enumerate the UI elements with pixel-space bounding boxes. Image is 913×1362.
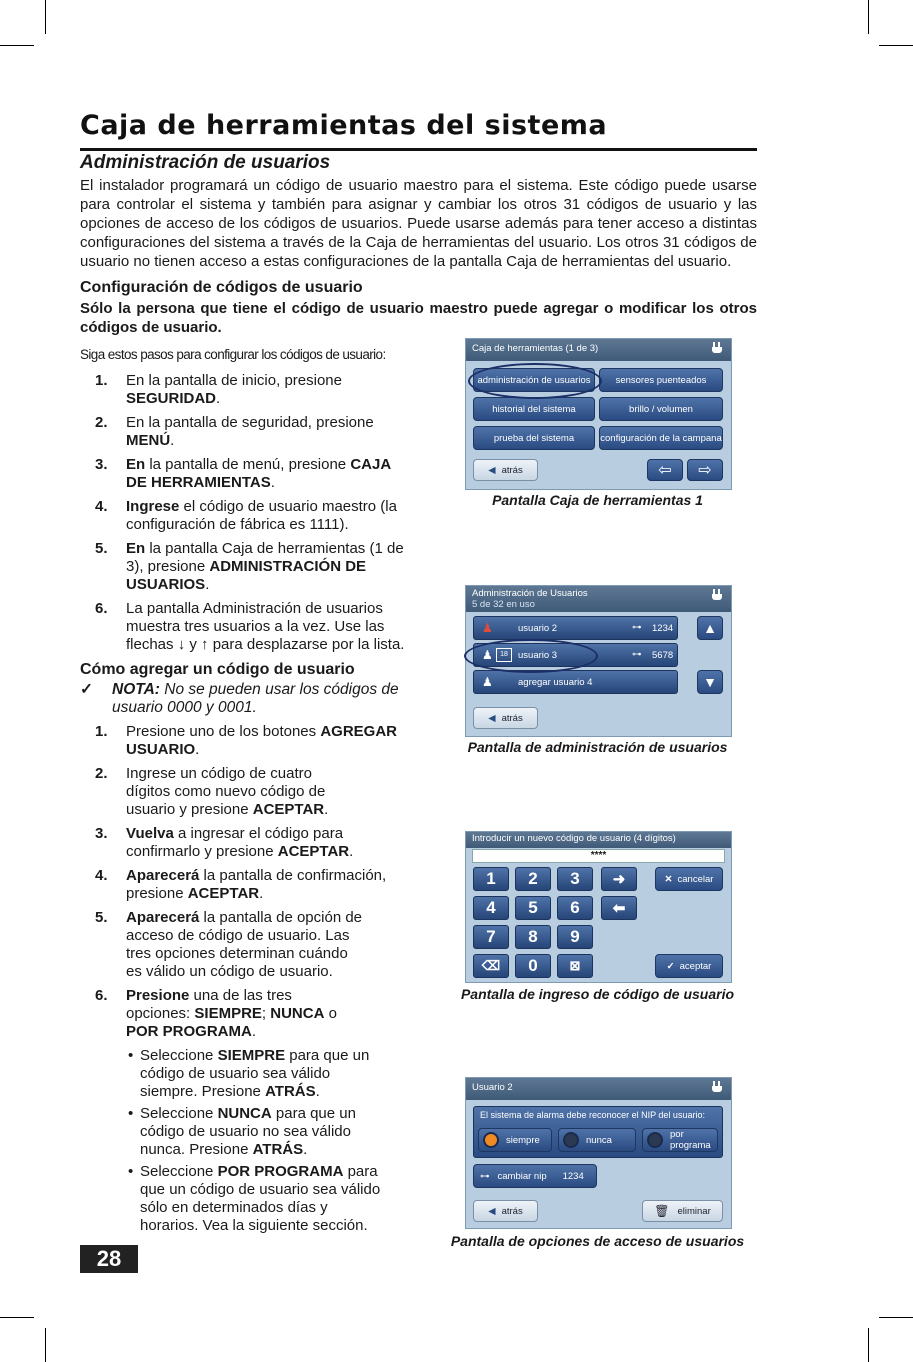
step-text: la pantalla de menú, presione xyxy=(145,456,351,473)
step-lead: En xyxy=(126,456,146,473)
step-text: la pantalla de opción de acceso de código de usuario. Las tres opciones determinan cuándo es válido un código de usuario. xyxy=(126,909,363,980)
key-6[interactable]: 6 xyxy=(557,896,593,920)
clear-key[interactable] xyxy=(557,954,593,978)
step-bold: NUNCA xyxy=(270,1005,325,1022)
crop-mark xyxy=(868,1328,869,1362)
config-steps xyxy=(95,372,415,660)
note xyxy=(80,681,410,717)
crop-mark xyxy=(879,1317,913,1318)
step-number: 4. xyxy=(95,867,108,884)
step-lead: Aparecerá xyxy=(126,909,200,926)
back-label: atrás xyxy=(501,712,523,724)
steps-intro: Siga estos pasos para configurar los códigos de usuario: xyxy=(80,347,386,362)
crop-mark xyxy=(868,0,869,34)
step xyxy=(95,909,415,981)
bullet-text: Seleccione xyxy=(140,1105,218,1122)
step-bold: MENÚ xyxy=(126,432,171,449)
left-arrow-icon: ◀ xyxy=(488,464,496,476)
change-pin-label: cambiar nip xyxy=(497,1170,547,1182)
step-bold: ACEPTAR xyxy=(277,843,350,860)
crop-mark xyxy=(0,1317,34,1318)
next-page-button[interactable] xyxy=(687,459,723,481)
pin-code: 1234 xyxy=(562,1170,584,1182)
step xyxy=(95,372,415,408)
screen-title-bar xyxy=(466,1078,731,1100)
user-admin-button[interactable]: administración de usuarios xyxy=(473,368,595,392)
cancel-button[interactable] xyxy=(655,867,723,891)
forward-key[interactable] xyxy=(601,867,637,891)
scheduled-button[interactable] xyxy=(642,1128,718,1152)
step-post: . xyxy=(324,801,329,818)
key-5[interactable]: 5 xyxy=(515,896,551,920)
radio-icon xyxy=(563,1132,579,1148)
step-post: . xyxy=(205,576,210,593)
step xyxy=(95,456,415,492)
bullet-text: para que un código de usuario sea válido sólo en determinados días y horarios. Vea la siguiente sección. xyxy=(140,1163,381,1234)
step-lead: En xyxy=(126,540,146,557)
step-post: . xyxy=(195,741,200,758)
backspace-key[interactable] xyxy=(601,896,637,920)
add-heading: Cómo agregar un código de usuario xyxy=(80,661,355,678)
left-arrow-icon: ⬅ xyxy=(612,900,626,917)
step-sep: o xyxy=(324,1005,337,1022)
cancel-label: cancelar xyxy=(677,873,714,885)
step-number: 2. xyxy=(95,414,108,431)
user-code: 1234 xyxy=(652,623,674,634)
scroll-up-button[interactable] xyxy=(697,616,723,640)
user-alert-icon: ♟ xyxy=(482,621,493,635)
title-rule xyxy=(80,148,757,151)
step-lead: Aparecerá xyxy=(126,867,200,884)
step xyxy=(95,867,415,903)
user-code: 5678 xyxy=(652,650,674,661)
bullet-text: . xyxy=(315,1083,320,1100)
delete-button[interactable] xyxy=(642,1200,723,1222)
user-admin-screen xyxy=(465,585,732,737)
left-arrow-icon: ◀ xyxy=(488,1205,496,1217)
step-number: 1. xyxy=(95,723,108,740)
never-button[interactable] xyxy=(558,1128,636,1152)
down-arrow-icon: ▼ xyxy=(703,673,717,690)
crop-mark xyxy=(879,45,913,46)
step-text: a ingresar el código para confirmarlo y presione xyxy=(126,825,344,860)
step-bold: ACEPTAR xyxy=(187,885,260,902)
highlight-ellipse xyxy=(468,363,602,399)
bullet-bold: ATRÁS xyxy=(265,1083,316,1100)
trash-icon: 🗑 xyxy=(654,1203,670,1218)
page-number: 28 xyxy=(80,1245,138,1273)
delete-key[interactable] xyxy=(473,954,509,978)
user-name: agregar usuario 4 xyxy=(518,677,593,688)
page-title: Caja de herramientas del sistema xyxy=(80,110,608,141)
bullet-text: Seleccione xyxy=(140,1047,218,1064)
bullet-bold: NUNCA xyxy=(217,1105,272,1122)
crop-mark xyxy=(0,45,34,46)
step-text: En la pantalla de inicio, presione xyxy=(126,372,342,389)
step-text: La pantalla Administración de usuarios muestra tres usuarios a la vez. Use las flechas ↓ y ↑ para desplazarse por la lista. xyxy=(126,600,405,653)
key-3[interactable]: 3 xyxy=(557,867,593,891)
back-button[interactable] xyxy=(473,707,538,729)
step xyxy=(95,987,415,1235)
bullet xyxy=(126,1163,385,1235)
key-7[interactable]: 7 xyxy=(473,925,509,949)
add-user-icon: ♟ xyxy=(482,675,493,689)
config-heading: Configuración de códigos de usuario xyxy=(80,279,363,296)
step-post: . xyxy=(251,1023,257,1040)
step-post: . xyxy=(216,390,221,407)
accept-label: aceptar xyxy=(679,960,712,972)
left-arrow-icon: ◀ xyxy=(488,712,496,724)
plug-icon xyxy=(712,342,722,358)
bullet-bold: POR PROGRAMA xyxy=(217,1163,344,1180)
prev-page-button[interactable] xyxy=(647,459,683,481)
option-label: por programa xyxy=(670,1129,711,1151)
screen-caption: Pantalla de ingreso de código de usuario xyxy=(460,986,735,1002)
back-button[interactable] xyxy=(473,459,538,481)
plug-icon xyxy=(712,1081,722,1097)
key-9[interactable]: 9 xyxy=(557,925,593,949)
step xyxy=(95,825,415,861)
option-label: siempre xyxy=(506,1134,540,1146)
always-button[interactable] xyxy=(478,1128,552,1152)
back-button[interactable] xyxy=(473,1200,538,1222)
step-text: la pantalla Caja de herramientas (1 de 3), presione xyxy=(126,540,404,575)
left-arrow-icon: ⇦ xyxy=(658,461,672,479)
change-pin-button[interactable] xyxy=(473,1164,597,1188)
access-prompt: El sistema de alarma debe reconocer el NIP del usuario: xyxy=(480,1110,705,1120)
option-label: nunca xyxy=(586,1134,612,1146)
right-arrow-icon: ⇨ xyxy=(698,461,712,479)
key-8[interactable]: 8 xyxy=(515,925,551,949)
crop-mark xyxy=(45,1328,46,1362)
up-arrow-icon: ▲ xyxy=(703,619,717,636)
step-number: 2. xyxy=(95,765,108,782)
step-text: el código de usuario maestro (la configuración de fábrica es 1111). xyxy=(126,498,397,533)
screen-title: Caja de herramientas (1 de 3) xyxy=(472,343,599,354)
step-text: una de las tres opciones: xyxy=(126,987,292,1022)
keypad-screen xyxy=(465,831,732,983)
step-lead: Vuelva xyxy=(126,825,174,842)
key-icon: ⊶ xyxy=(632,649,642,660)
step xyxy=(95,765,415,819)
crop-mark xyxy=(45,0,46,34)
step-text: Ingrese un código de cuatro dígitos como nuevo código de usuario y presione xyxy=(126,765,326,818)
key-icon: ⊶ xyxy=(480,1170,490,1182)
section-heading: Administración de usuarios xyxy=(80,152,331,173)
add-steps xyxy=(95,723,415,1241)
note-text xyxy=(80,681,410,717)
step-number: 3. xyxy=(95,825,108,842)
step xyxy=(95,414,415,450)
screen-title: Usuario 2 xyxy=(472,1082,513,1093)
bullet-text: Seleccione xyxy=(140,1163,218,1180)
delete-icon: ⌫ xyxy=(481,958,501,973)
brightness-volume-button[interactable]: brillo / volumen xyxy=(599,397,723,421)
step-lead: Presione xyxy=(126,987,190,1004)
screen-title-bar xyxy=(466,339,731,361)
bullet-text: . xyxy=(303,1141,308,1158)
step-bold: AGREGAR USUARIO xyxy=(126,723,397,758)
user-name: usuario 3 xyxy=(518,650,558,661)
screen-title: Introducir un nuevo código de usuario (4 dígitos) xyxy=(472,833,676,844)
check-icon: ✓ xyxy=(80,681,93,698)
step-text: la pantalla de confirmación, presione xyxy=(126,867,387,902)
screen-title: Administración de Usuarios xyxy=(472,588,588,599)
bullet xyxy=(126,1105,385,1159)
key-4[interactable]: 4 xyxy=(473,896,509,920)
accept-button[interactable] xyxy=(655,954,723,978)
step-bold: SEGURIDAD xyxy=(126,390,217,407)
screen-caption: Pantalla de administración de usuarios xyxy=(467,739,728,755)
step-post: . xyxy=(270,474,275,491)
step-number: 6. xyxy=(95,600,108,617)
code-entry-field[interactable]: **** xyxy=(472,849,725,863)
toolbox-screen xyxy=(465,338,732,490)
step-post: . xyxy=(170,432,175,449)
schedule-badge: 18 xyxy=(496,648,512,662)
key-1[interactable]: 1 xyxy=(473,867,509,891)
bullet-bold: SIEMPRE xyxy=(217,1047,286,1064)
step-number: 3. xyxy=(95,456,108,473)
step-bold: POR PROGRAMA xyxy=(126,1023,252,1040)
user-row[interactable] xyxy=(473,616,678,640)
access-options-screen xyxy=(465,1077,732,1229)
step-sep: ; xyxy=(261,1005,271,1022)
config-warning: Sólo la persona que tiene el código de usuario maestro puede agregar o modificar los otros códigos de usuario. xyxy=(80,300,757,336)
step xyxy=(95,600,415,654)
screen-title-bar xyxy=(466,832,731,848)
screen-caption: Pantalla Caja de herramientas 1 xyxy=(492,492,703,508)
step-number: 1. xyxy=(95,372,108,389)
bullet-bold: ATRÁS xyxy=(252,1141,304,1158)
check-icon: ✓ xyxy=(666,960,675,972)
step-number: 5. xyxy=(95,909,108,926)
step xyxy=(95,498,415,534)
plug-icon xyxy=(712,589,722,605)
step-number: 6. xyxy=(95,987,108,1004)
step-text: Presione uno de los botones xyxy=(126,723,321,740)
right-arrow-icon: ➜ xyxy=(612,871,626,888)
step-post: . xyxy=(259,885,264,902)
intro-paragraph: El instalador programará un código de usuario maestro para el sistema. Este código puede usarse para controlar el sistema y también para asignar y cambiar los otros 31 códigos de usuario y las opciones de acceso de los códigos de usuarios. Puede usarse además para tener acceso a distintas configuraciones del sistema a través de la Caja de herramientas del usuario. Los otros 31 códigos de usuario no tienen acceso a estas configuraciones de la pantalla Caja de herramientas del usuario. xyxy=(80,177,757,270)
screen-subtitle: 5 de 32 en uso xyxy=(472,599,535,610)
step xyxy=(95,540,415,594)
user-name: usuario 2 xyxy=(518,623,558,634)
radio-icon xyxy=(647,1132,663,1148)
bullet-text: para que un código de usuario sea válido siempre. Presione xyxy=(140,1047,370,1100)
screen-caption: Pantalla de opciones de acceso de usuarios xyxy=(450,1233,745,1249)
step-lead: Ingrese xyxy=(126,498,180,515)
key-icon: ⊶ xyxy=(632,622,642,633)
step-number: 5. xyxy=(95,540,108,557)
note-body: No se pueden usar los códigos de usuario 0000 y 0001. xyxy=(112,681,399,716)
back-label: atrás xyxy=(501,464,523,476)
system-history-button[interactable]: historial del sistema xyxy=(473,397,595,421)
bypassed-sensors-button[interactable]: sensores puenteados xyxy=(599,368,723,392)
option-bullets xyxy=(126,1047,385,1235)
add-user-row[interactable] xyxy=(473,670,678,694)
user-icon: ♟ xyxy=(482,648,493,662)
step-bold: ADMINISTRACIÓN DE USUARIOS xyxy=(126,558,367,593)
close-icon: ✕ xyxy=(664,873,673,885)
scroll-down-button[interactable] xyxy=(697,670,723,694)
system-test-button[interactable]: prueba del sistema xyxy=(473,426,595,450)
key-0[interactable]: 0 xyxy=(515,954,551,978)
step-bold: SIEMPRE xyxy=(194,1005,262,1022)
step-number: 4. xyxy=(95,498,108,515)
back-label: atrás xyxy=(501,1205,523,1217)
radio-selected-icon xyxy=(483,1132,499,1148)
key-2[interactable]: 2 xyxy=(515,867,551,891)
note-label: NOTA: xyxy=(112,681,160,698)
step-post: . xyxy=(349,843,354,860)
delete-label: eliminar xyxy=(677,1205,711,1217)
step-text: En la pantalla de seguridad, presione xyxy=(126,414,374,431)
step-bold: CAJA DE HERRAMIENTAS xyxy=(126,456,391,491)
screen-title-bar xyxy=(466,586,731,612)
step xyxy=(95,723,415,759)
highlight-ellipse xyxy=(464,639,598,673)
chime-config-button[interactable]: configuración de la campana xyxy=(599,426,723,450)
step-bold: ACEPTAR xyxy=(252,801,325,818)
clear-icon: ⊠ xyxy=(569,958,581,973)
bullet xyxy=(126,1047,385,1101)
bullet-text: para que un código de usuario no sea válido nunca. Presione xyxy=(140,1105,356,1158)
